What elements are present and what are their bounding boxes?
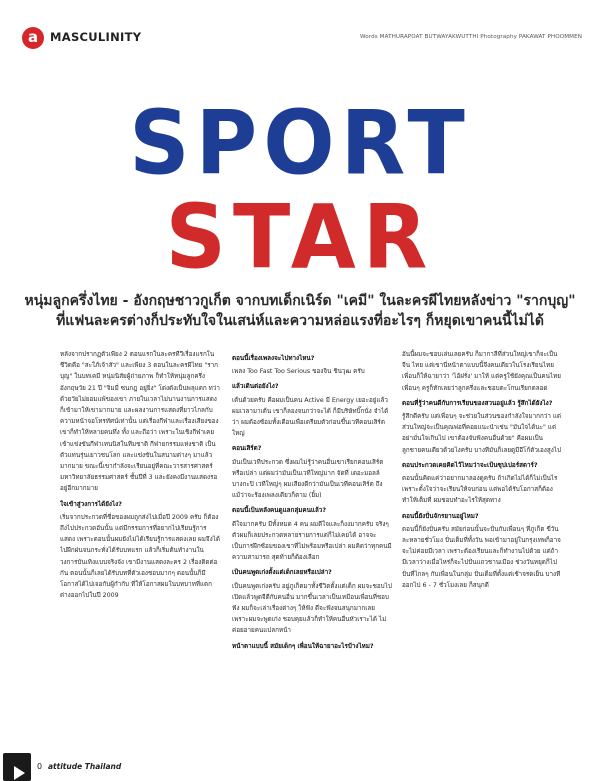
page-footer xyxy=(0,748,600,781)
subtitle-line-1: หนุ่มลูกครึ่งไทย - อังกฤษชาวกูเก็ต จากบทเด็กเนิร์ด "เคมี" ในละครผีไทยหลังข่าว "รากบุญ" xyxy=(24,293,576,309)
page-number: 0 xyxy=(37,762,43,771)
play-icon xyxy=(14,766,25,780)
article-paragraph: รู้สึกดีครับ แต่เพื่อนๆ จะช่วยในส่วนของกำลังใจมากกว่า แต่ส่วนใหญ่จะเป็นคุณพ่อที่คอยแนะนำเช่น "มันใจได้นะ" แต่อย่ามั่นใจเกินไป เขาต้องจับฟังคนอื่นด้วย" คือผมเป็นลูกชายคนเดียวด้วยไงครับ บางทีมันก็เลยดูมีอีโก้ตัวเองสูงไป xyxy=(402,413,562,454)
interview-question: แล้วเดินต่อยังไง? xyxy=(232,383,279,391)
article-column-3 xyxy=(402,349,562,749)
play-button[interactable] xyxy=(3,753,31,781)
article-paragraph: เพลง Too Fast Too Serious ของจิน ชินวุฒ ครับ xyxy=(232,368,365,376)
interview-question: ตอนประกวดเคยคิดไว้ไหมว่าจะเป็นซุปเปอร์สตาร์? xyxy=(402,461,538,469)
article-paragraph: อันนี้ผมจะชอบเล่นเลยครับ ก็มากาลีที่ส่วนใหญ่เขาก็จะเป็นจีน ไทย แต่เขานี่หน้าตาแบบนี้จึงคนเดียวในโรงเรียนไทย เพื่อนก็ให้ฉายาว่า 'ไอ้ฝรั่ง' มาให้ แต่ครูใช้ยังคุณเป็นคนไทย เพื่อนๆ ครูก็ทักเลยว่าลูกครึ่งและชอบตะโกนเรียกตลอด xyxy=(402,351,561,392)
interview-question: ตอนนี้เรื่องเพลงจะไปทางไหน? xyxy=(232,355,315,362)
article-paragraph: ดีใจมากครับ มีทั้งหมด 4 คน ผมดีใจและก็งงมากครับ จริงๆ ตัวผมก็เลยประกวดหลายรายการแต่ก็ไม่เคยได้ อาจจะเป็นการฝึกซ้อมของเขาที่ไม่พร้อมหรือเปล่า ผมคิดว่าทุกคนมีความสามารถ สุดท้ายก็ต้องเลือก xyxy=(232,520,392,562)
article-credits: Words MATHURAPOAT BUTWAYAKWUTTHI Photography PAKAWAT PHOOMMEN xyxy=(359,34,582,40)
magazine-name: attitude Thailand xyxy=(48,762,122,771)
subtitle-line-2: ที่แฟนละครต่างก็ประทับใจในเสน่ห์และความหล่อแรงที่อะไรๆ ก็หยุดเขาคนนี้ไม่ได้ xyxy=(56,313,544,329)
article-paragraph: เริ่มจากประกวดที่ชื่อของผมถูกส่งไปเมื่อปี 2009 ครับ ก็ต้องถึงไปประกวดอันนั้น แต่มีกรรมการที่อยากไปเรียนรู้การแสดง เพราะตอนนั้นผมยังไม่ได้เรียนรู้การแสดงเลย ผมจึงได้ไปฝึกฝนจนกระทั่งได้รับบทแรก แล้วก็เริ่มต้นทำงานในวงการบันเทิงแบบจริงจัง เขามีงานแสดงละคร 2 เรื่องติดต่อกัน ตอนนั้นก็เลยได้รับบทที่ตัวเองชอบมากๆ ตอนนั้นก็มีโอกาสได้ไปเจอกับผู้กำกับ ที่ให้โอกาสผมในบทบาทที่แตกต่างออกไปในปี 2009 xyxy=(60,513,220,600)
article-paragraph: หลังจากปรากฏตัวเพียง 2 ตอนแรกในละครทีวีเรื่องแรกในชีวิตคือ "สะใภ้เจ้าสัว" และเพียง 3 ตอนในละครผีไทย "รากบุญ" ในบทเคมี หนุ่มนิสัยผู้ถ่ายภาพ ก็ทำให้หนุ่มลูกครึ่งอังกฤษวัย 21 ปี "จิมมี่ ซนกฎ อยู่ยิ่ง" โด่งดังเป็นพลุแตก ทว่าด้วยวัยไม่ยอมแพ้ของเขา ภายในเวลาไม่นานงานการแสดงก็เข้ามาให้เขามากมาย และผลงานการแสดงที่ยาวไกลกับความหน้าจอโทรทัศน์เท่านั้น แต่เรื่องกีฬาและเรื่องเสียงของเขาก็ทำให้หลายคนทึ่ง ทั้ง และถือว่า เพราะในเชิงกีฬาเคยเข้าแข่งขันกีฬาเทนนิสในทีมชาติ กีฬายกรรมแห่งชาติ เป็นตัวแทนรุ่นเยาวชนโลก และแข่งขันในสนามต่างๆ มาแล้วมากมาย ขณะนี้เขากำลังจะเรียนอยู่ที่คณะวารสารศาสตร์ มหาวิทยาลัยธรรมศาสตร์ ชั้นปีที่ 3 และยังคงมีงานแสดงรออยู่อีกมากมาย xyxy=(60,351,220,493)
section-label: MASCULINITY xyxy=(50,30,142,44)
article-paragraph: ตอนนั้นคิดแค่ว่าอยากมาลองดูครับ ถ้าเกิดไม่ได้ก็ไม่เป็นไรเพราะตั้งใจว่าจะเรียนให้จบก่อน แต่พอได้รับโอกาสก็ต้องทำให้เต็มที่ ผมชอบทำอะไรให้สุดทาง xyxy=(402,475,558,505)
article-column-1 xyxy=(60,349,220,749)
article-paragraph: ตอนนี้ก็ยังปั่นครับ สมัยก่อนนั้นจะปั่นกับเพื่อนๆ ที่ภูเก็ต ขี่วันละหลายชั่วโมง ปั่นเต็มที่ทั้งวัน พอเข้ามาอยู่ในกรุงเทพก็อาจจะไม่ค่อยมีเวลา เพราะต้องเรียนและก็ทำงานไปด้วย แต่ถ้ามีเวลาว่างเมื่อไหร่ก็จะไปปั่นแถวชานเมือง ช่วงวันหยุดก็ไปปั่นที่ไกลๆ กับเพื่อนในกลุ่ม ปั่นเต็มที่ตั้งแต่เช้าจรดเย็น บางทีออกไป 6 - 7 ชั่วโมงเลย ก็สนุกดี xyxy=(402,525,561,589)
interview-question: คอนเสิร์ต? xyxy=(232,445,262,453)
interview-question: ตอนที่รู้ว่าคนดีกับการเรียนของสวนอยู่แล้ว รู้สึกได้ยังไง? xyxy=(402,399,553,407)
interview-question: ตอนนี้เป็นหลังคนดูแลกลุ่มคนแล้ว? xyxy=(232,507,326,515)
article-title xyxy=(0,91,600,289)
article-paragraph: เต้นด้วยครับ คือผมเป็นคน Active มี Energy เยอะอยู่แล้ว ผมเวลามาเต้น เขาก็ลองจนกว่าจะได้ ก็มีบริษัทบิ๊กนั่ง จำได้ว่า ผมต้องซ้อมทั้งเดือนเพื่อเตรียมตัวก่อนขึ้นเวทีคอนเสิร์ตใหญ่ xyxy=(232,396,389,438)
title-line-star: STAR xyxy=(165,185,435,289)
interview-question: ตอนนี้ยังปั่นจักรยานอยู่ไหม? xyxy=(402,512,479,520)
interview-question: หน้าตาแบบนี้ สมัยเด็กๆ เพื่อนให้ฉายาอะไรบ้างไหม? xyxy=(232,642,374,650)
article-column-2 xyxy=(232,349,392,749)
title-line-sport: SPORT xyxy=(129,91,471,195)
interview-question: เป็นคนพูดเก่งตั้งแต่เด็กเลยหรือเปล่า? xyxy=(232,569,332,577)
interview-question: ใจเข้าสู่วงการได้ยังไง? xyxy=(60,500,122,508)
article-paragraph: มันเป็นเวทีประกวด ซึ่งผมไม่รู้ว่าคนอื่นเขาเรียกคอนเสิร์ตหรือเปล่า แต่ผมว่ามันเป็นเวทีใหญ่มาก จัดที่ เดอะมอลล์ บางกะปิ เวทีใหญ่ๆ ผมเสียงดีกว่ามันเป็นเวทีคอนเสิร์ต ถึงแม้ว่าจะร้องเพลงเดียวก็ตาม (ยิ้ม) xyxy=(232,458,384,500)
article-paragraph: เป็นคนพูดเก่งครับ อยู่ภูเก็ตมาทั้งชีวิตตั้งแต่เด็ก ผมจะชอบไปเปิดแล้วพูดจีดีกับคนอื่น มากขึ้นเวลาเป็นเหมือนเพื่อนที่ชอบฟัง ผมก็จะเล่าเรื่องต่างๆ ให้ฟัง ดีจะฟังจนสนุกมากเลย เพราะผมจะพูดเก่ง ชอบคุยแล้วก็ทำให้คนอื่นหัวเราะได้ ไม่ค่อยอายคนแปลกหน้า xyxy=(232,582,392,635)
page-header xyxy=(22,27,582,49)
attitude-logo-icon: a xyxy=(22,27,44,49)
